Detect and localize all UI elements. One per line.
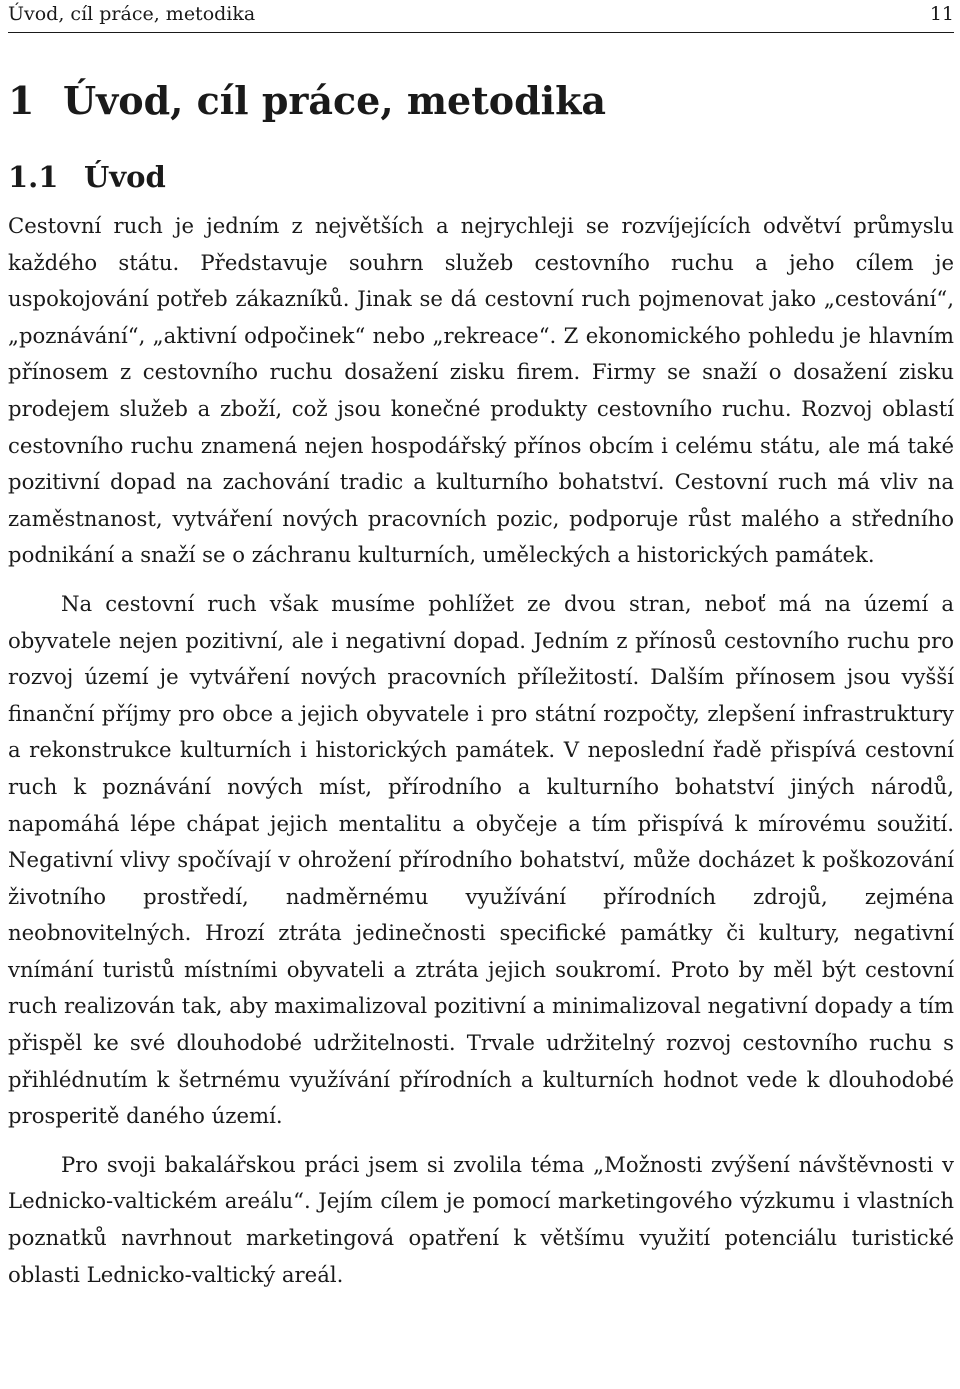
running-header	[8, 0, 954, 33]
section-title: Úvod	[84, 160, 166, 194]
paragraph: Na cestovní ruch však musíme pohlížet ze dvou stran, neboť má na území a obyvatele nejen pozitivní, ale i negativní dopad. Jedním z přínosů cestovního ruchu pro rozvoj území je vytváření nových pracovních příležitostí. Dalším přínosem jsou vyšší finanční příjmy pro obce a jejich obyvatele i pro státní rozpočty, zlepšení infrastruktury a rekonstrukce kulturních i historických památek. V neposlední řadě přispívá cestovní ruch k poznávání nových míst, přírodního a kulturního bohatství jiných národů, napomáhá lépe chápat jejich mentalitu a obyčeje a tím přispívá k mírovému soužití. Negativní vlivy spočívají v ohrožení přírodního bohatství, může docházet k poškozování životního prostředí, nadměrnému využívání přírodních zdrojů, zejména neobnovitelných. Hrozí ztráta jedinečnosti specifické památky či kultury, negativní vnímání turistů místními obyvateli a ztráta jejich soukromí. Proto by měl být cestovní ruch realizován tak, aby maximalizoval pozitivní a minimalizoval negativní dopady a tím přispěl ke své dlouhodobé udržitelnosti. Trvale udržitelný rozvoj cestovního ruchu s přihlédnutím k šetrnému využívání přírodních a kulturních hodnot vede k dlouhodobé prosperitě daného území.	[8, 590, 954, 1129]
section-heading	[8, 157, 954, 197]
chapter-heading	[8, 71, 954, 131]
document-page	[8, 0, 954, 1293]
paragraph: Cestovní ruch je jedním z největších a nejrychleji se rozvíjejících odvětví průmyslu každého státu. Představuje souhrn služeb cestovního ruchu a jeho cílem je uspokojování potřeb zákazníků. Jinak se dá cestovní ruch pojmenovat jako „cestování“, „poznávání“, „aktivní odpočinek“ nebo „rekreace“. Z ekonomického pohledu je hlavním přínosem z cestovního ruchu dosažení zisku firem. Firmy se snaží o dosažení zisku prodejem služeb a zboží, což jsou konečné produkty cestovního ruchu. Rozvoj oblastí cestovního ruchu znamená nejen hospodářský přínos obcím i celému státu, ale má také pozitivní dopad na zachování tradic a kulturního bohatství. Cestovní ruch má vliv na zaměstnanost, vytváření nových pracovních pozic, podporuje růst malého a středního podnikání a snaží se o záchranu kulturních, uměleckých a historických památek.	[8, 213, 954, 568]
section-number: 1.1	[8, 160, 59, 194]
chapter-title: Úvod, cíl práce, metodika	[63, 78, 607, 123]
chapter-number: 1	[8, 78, 35, 123]
paragraph: Pro svoji bakalářskou práci jsem si zvolila téma „Možnosti zvýšení návštěvnosti v Lednicko-valtickém areálu“. Jejím cílem je pomocí marketingového výzkumu i vlastních poznatků navrhnout marketingová opatření k většímu využití potenciálu turistické oblasti Lednicko-valtický areál.	[8, 1151, 954, 1287]
running-title: Úvod, cíl práce, metodika	[8, 3, 256, 25]
page-number: 11	[929, 3, 954, 25]
